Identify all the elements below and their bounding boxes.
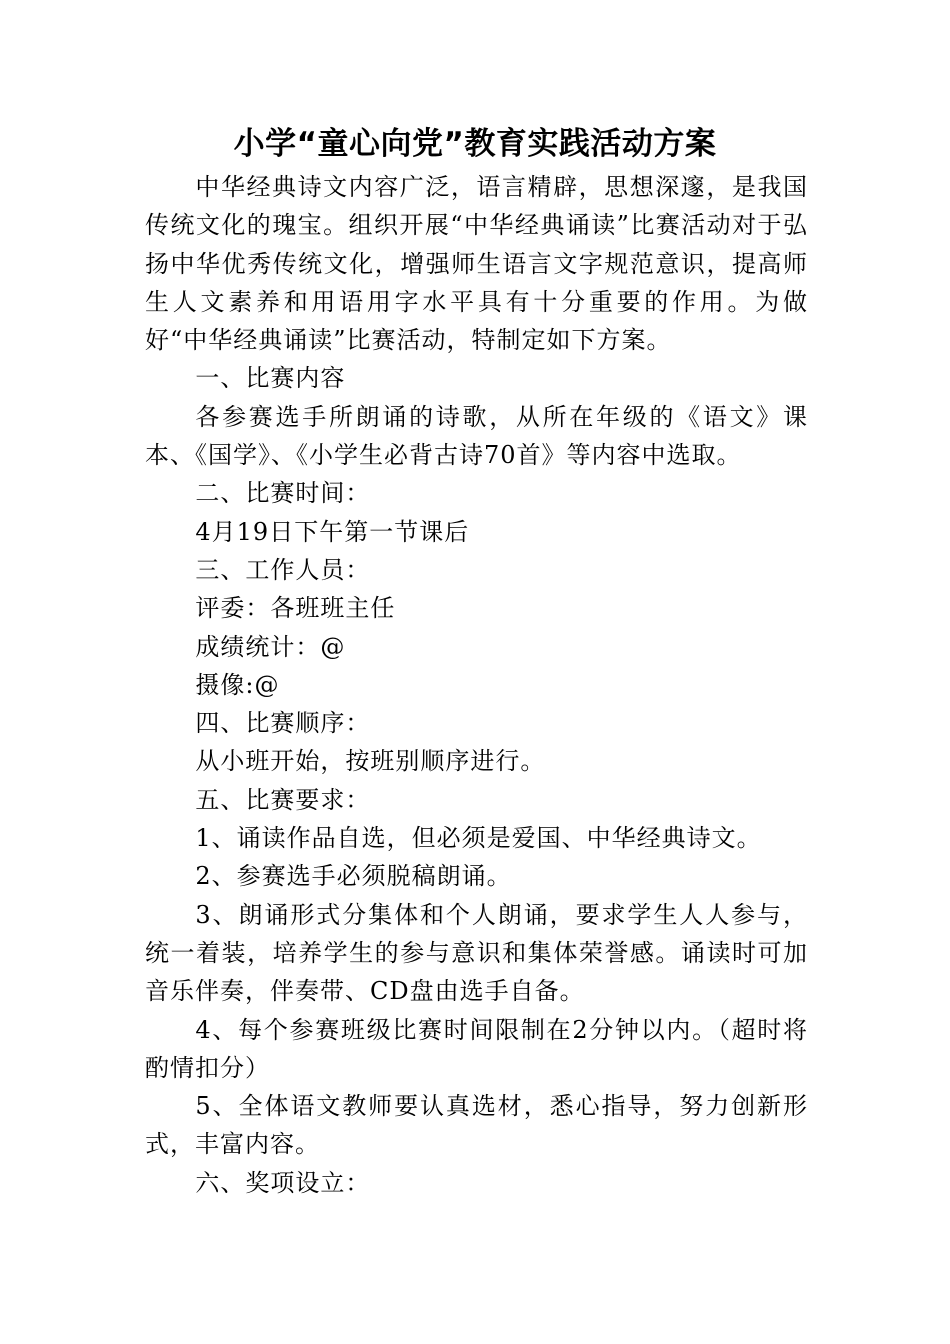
document-body	[145, 168, 808, 1202]
staff-judges: 评委：各班班主任	[195, 594, 396, 623]
requirement-1: 1、诵读作品自选，但必须是爱国、中华经典诗文。	[195, 824, 762, 853]
section-heading-content: 一、比赛内容	[195, 364, 346, 393]
section-heading-staff: 三、工作人员：	[195, 555, 371, 584]
section-heading-awards: 六、奖项设立：	[195, 1168, 371, 1197]
order-paragraph: 从小班开始，按班别顺序进行。	[195, 747, 546, 776]
section-heading-requirements: 五、比赛要求：	[195, 785, 371, 814]
document-title: 小学“童心向党”教育实践活动方案	[233, 126, 717, 162]
section-heading-time: 二、比赛时间：	[195, 479, 371, 508]
time-paragraph: 4月19日下午第一节课后	[195, 517, 470, 546]
staff-photography: 摄像:@	[195, 670, 280, 699]
requirement-5: 5、全体语文教师要认真选材，悉心指导，努力创新形式，丰富内容。	[145, 1092, 808, 1159]
requirement-3: 3、朗诵形式分集体和个人朗诵，要求学生人人参与，统一着装，培养学生的参与意识和集体荣誉感。诵读时可加音乐伴奏，伴奏带、CD盘由选手自备。	[145, 900, 808, 1006]
intro-paragraph: 中华经典诗文内容广泛，语言精辟，思想深邃，是我国传统文化的瑰宝。组织开展“中华经典诵读”比赛活动对于弘扬中华优秀传统文化，增强师生语言文字规范意识，提高师生人文素养和用语用字水平具有十分重要的作用。为做好“中华经典诵读”比赛活动，特制定如下方案。	[145, 173, 808, 355]
staff-scoring: 成绩统计：@	[195, 632, 346, 661]
section-heading-order: 四、比赛顺序：	[195, 709, 371, 738]
content-paragraph: 各参赛选手所朗诵的诗歌，从所在年级的《语文》课本、《国学》、《小学生必背古诗70首》等内容中选取。	[145, 402, 808, 470]
requirement-2: 2、参赛选手必须脱稿朗诵。	[195, 862, 512, 891]
requirement-4: 4、每个参赛班级比赛时间限制在2分钟以内。（超时将酌情扣分）	[145, 1015, 808, 1082]
